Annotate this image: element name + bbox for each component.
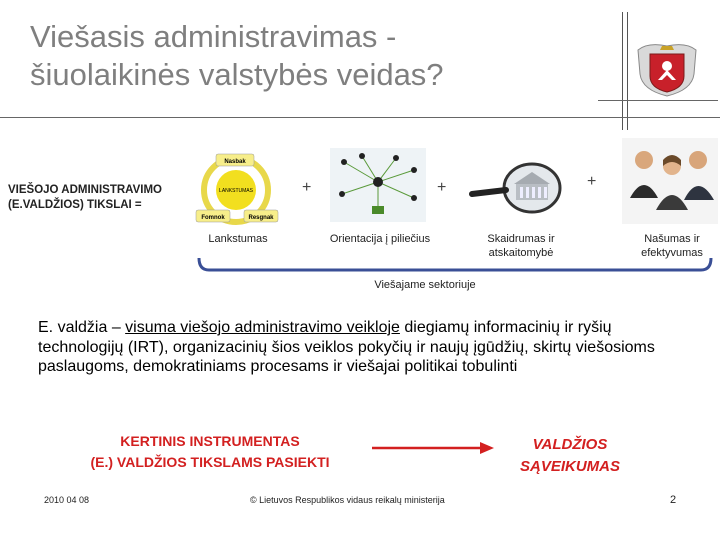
definition-underlined: visuma viešojo administravimo veikloje [125,319,400,336]
public-sector-bracket [195,256,715,280]
instrument-line-2: (E.) VALDŽIOS TIKSLAMS PASIEKTI [90,454,330,470]
goals-label: VIEŠOJO ADMINISTRAVIMO (E.VALDŽIOS) TIKSLAI = [8,184,162,211]
definition-rest: diegiamų informacinių ir ryšių technologijų (IRT), organizacinių šios veiklos pokyčių ir naujų įgūdžių, skirtų viešosioms paslaugoms, demokratiniams procesams ir viešajai politikai tobulinti [38,319,655,375]
coat-of-arms-logo [634,40,700,98]
cycle-top-label: Nasbak [224,159,246,165]
divider-vertical-1 [622,12,623,130]
title-underline [0,117,720,118]
page-number: 2 [670,494,677,506]
footer-date: 2010 04 08 [44,495,90,505]
plus-sign-1: + [302,179,312,196]
e-government-definition [38,318,678,377]
result-line-1: VALDŽIOS [532,436,608,453]
goal-citizen-orientation: Orientacija į piliečius [329,233,431,245]
cycle-left-label: Fomnok [201,215,225,221]
business-team-image [622,138,718,224]
footer-copyright: © Lietuvos Respublikos vidaus reikalų ministerija [250,495,445,505]
goal-transparency-accountability: Skaidrumas ir atskaitomybė [487,233,555,259]
goal-flexibility: Lankstumas [208,233,268,245]
citizen-network-image [330,148,426,222]
result-line-2: SĄVEIKUMAS [519,458,620,475]
red-arrow [370,440,498,456]
instrument-line-1: KERTINIS INSTRUMENTAS [120,433,300,449]
page-title [30,18,590,94]
goal-efficiency: Našumas ir efektyvumas [641,233,703,259]
key-instrument-text [40,431,380,473]
plus-sign-3: + [587,173,597,190]
logo-underline [598,100,718,101]
plus-sign-2: + [437,179,447,196]
divider-vertical-2 [627,12,628,130]
title-line-2: šiuolaikinės valstybės veidas? [30,57,444,92]
cycle-right-label: Resgnak [248,215,274,221]
flexibility-cycle-diagram [190,150,282,232]
title-line-1: Viešasis administravimas - [30,19,397,54]
interoperability-text [490,434,650,478]
public-sector-label: Viešajame sektoriuje [374,279,476,291]
definition-lead: E. valdžia – [38,319,126,336]
cycle-center-label: LANKSTUMAS [219,188,253,194]
magnifier-building-image [468,158,574,220]
